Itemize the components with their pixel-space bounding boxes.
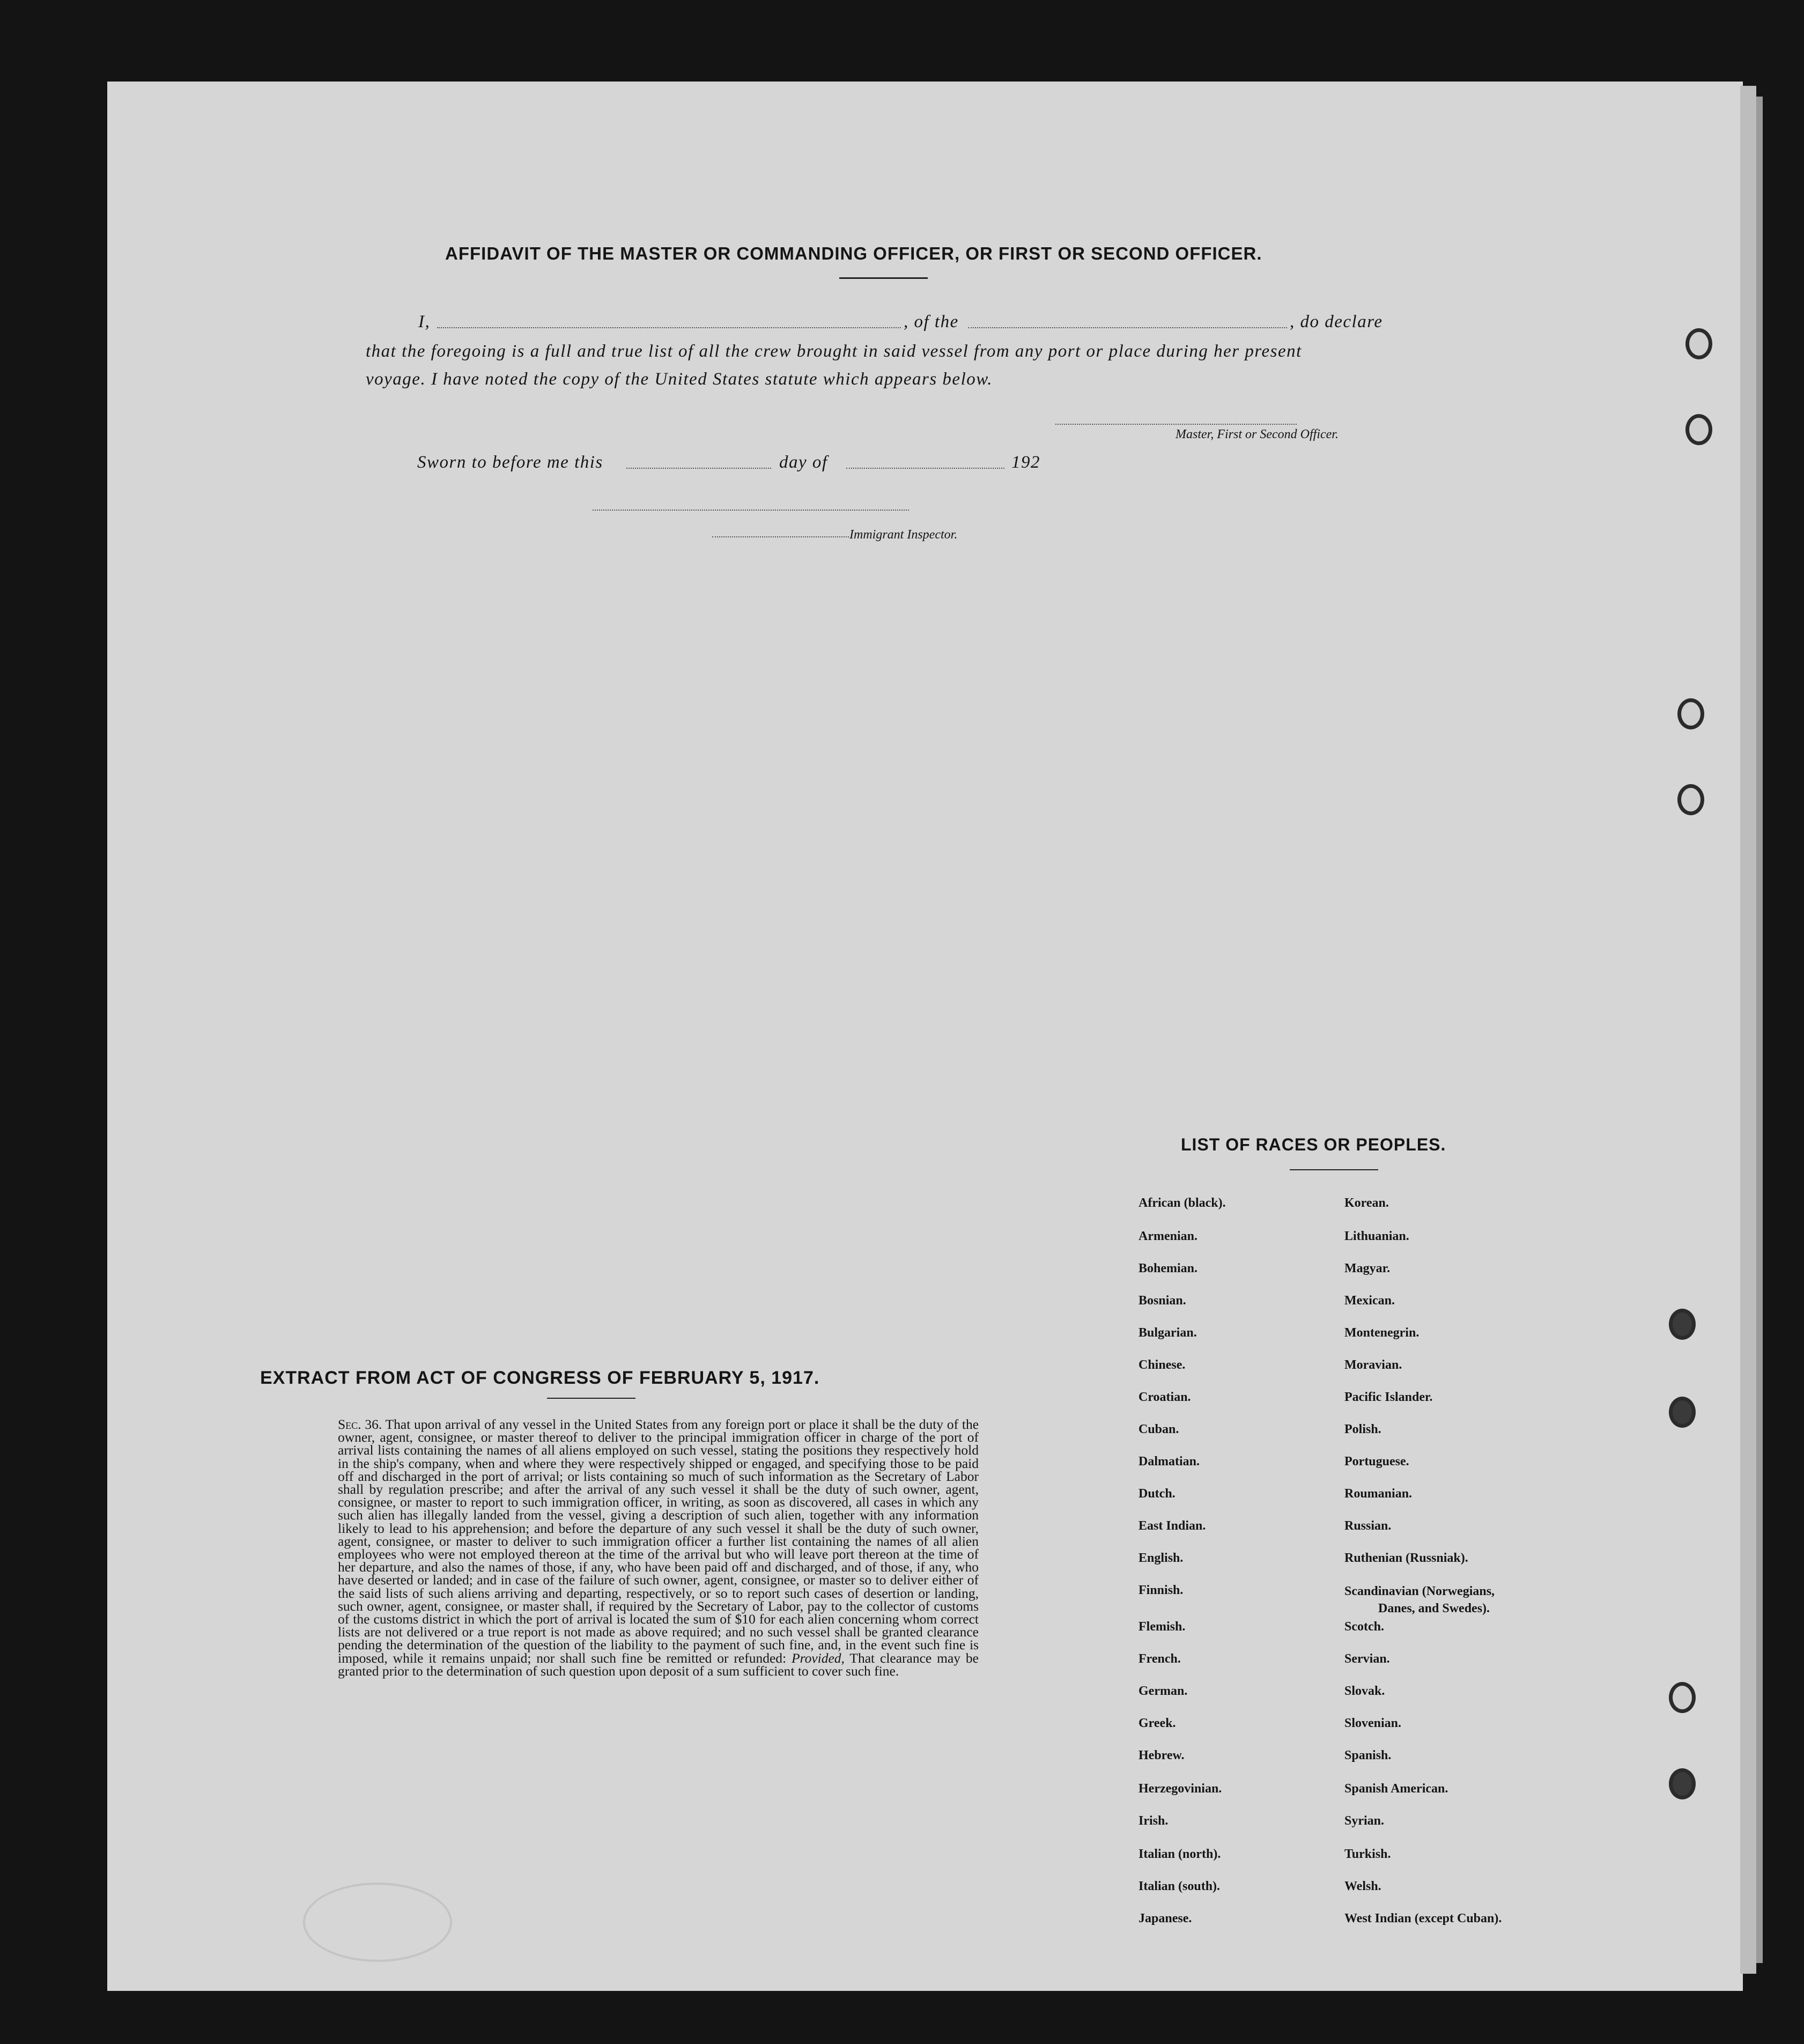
affidavit-title-rule (839, 277, 928, 279)
race-entry: Portuguese. (1344, 1455, 1409, 1469)
binder-hole (1677, 784, 1704, 815)
extract-text (338, 1418, 979, 1678)
race-entry: Irish. (1138, 1814, 1169, 1828)
race-entry: Montenegrin. (1344, 1326, 1419, 1340)
sworn-day-line[interactable] (626, 468, 771, 469)
races-title-rule (1290, 1169, 1378, 1170)
binder-hole (1677, 698, 1704, 729)
race-entry: Chinese. (1138, 1358, 1186, 1372)
race-entry: Italian (south). (1138, 1879, 1221, 1893)
race-entry: English. (1138, 1551, 1184, 1565)
affidavit-title: AFFIDAVIT OF THE MASTER OR COMMANDING OFFICER, OR FIRST OR SECOND OFFICER. (445, 243, 1262, 263)
vessel-name-line[interactable] (968, 327, 1287, 328)
race-entry: Servian. (1344, 1652, 1390, 1666)
race-entry: German. (1138, 1684, 1188, 1698)
affidavit-statute-line: voyage. I have noted the copy of the United States statute which appears below. (366, 370, 993, 389)
race-entry: Cuban. (1138, 1422, 1179, 1436)
race-entry: Slovak. (1344, 1684, 1385, 1698)
race-entry: Bosnian. (1138, 1294, 1186, 1308)
master-signature-label: Master, First or Second Officer. (1175, 427, 1339, 441)
section-body-end: That clearance may be granted prior to the determination of such question upon deposit of a sum sufficient to cover such fine. (338, 1650, 979, 1679)
binder-hole (1685, 414, 1712, 445)
binder-hole (1669, 1397, 1696, 1428)
race-entry: Croatian. (1138, 1390, 1191, 1404)
binder-hole (1685, 328, 1712, 359)
page-edge (1740, 86, 1756, 1974)
race-entry: Slovenian. (1344, 1716, 1402, 1730)
race-entry: Herzegovinian. (1138, 1782, 1222, 1796)
race-entry: Korean. (1344, 1196, 1389, 1210)
affidavit-statement-line: that the foregoing is a full and true list of all the crew brought in said vessel from any port or place during her present (366, 342, 1302, 361)
race-entry: Roumanian. (1344, 1487, 1413, 1501)
section-body: That upon arrival of any vessel in the United States from any foreign port or place it shall be the duty of the owner, agent, consignee, or master thereof to deliver to the principal immigration officer in charge of the port of arrival lists containing the names of all aliens employed on such vessel, stating the positions they respectively hold in the ship's company, when and where they were respectively shipped or engaged, and specifying those to be paid off and discharged in the port of arrival; or lists containing so much of such information as the Secretary of Labor shall by regulation prescribe; and after the arrival of any such vessel it shall be the duty of such owner, agent, consignee, or master to report to such immigration officer, in writing, as soon as discovered, all cases in which any such alien has illegally landed from the vessel, giving a description of such alien, together with any information likely to lead to his apprehension; and before the departure of any such vessel it shall be the duty of such owner, agent, consignee, or master to deliver to such immigration officer a further list containing the names of all alien employees who were not employed thereon at the time of the arrival but who will leave port thereon at the time of her departure, and also the names of those, if any, who have been paid off and discharged, and of those, if any, who have deserted or landed; and in case of the failure of such owner, agent, consignee, or master so to deliver either of the said lists of such aliens arriving and departing, respectively, or so to report such cases of desertion or landing, such owner, agent, consignee, or master shall, if required by the Secretary of Labor, pay to the collector of customs of the customs district in which the port of arrival is located the sum of $10 for each alien concerning whom correct lists are not delivered or a true report is not made as above required; and no such vessel shall be granted clearance pending the determination of the question of the liability to the payment of such fine, and, in the event such fine is imposed, while it remains unpaid; nor shall such fine be remitted or refunded: (338, 1416, 979, 1666)
provided-word: Provided, (792, 1650, 845, 1666)
race-entry: Danes, and Swedes). (1378, 1602, 1490, 1615)
race-entry: Ruthenian (Russniak). (1344, 1551, 1468, 1565)
race-entry: East Indian. (1138, 1519, 1206, 1533)
inspector-signature-line[interactable] (712, 536, 849, 537)
race-entry: West Indian (except Cuban). (1344, 1912, 1502, 1925)
affidavit-i-label: I, (418, 312, 431, 331)
manifest-page (107, 82, 1743, 1991)
races-title: LIST OF RACES OR PEOPLES. (1181, 1135, 1446, 1154)
race-entry: Syrian. (1344, 1814, 1385, 1828)
sworn-month-line[interactable] (846, 468, 1004, 469)
race-entry: Turkish. (1344, 1847, 1391, 1861)
race-entry: Pacific Islander. (1344, 1390, 1433, 1404)
race-entry: French. (1138, 1652, 1181, 1666)
inspector-label: Immigrant Inspector. (849, 528, 958, 542)
master-signature-line[interactable] (1055, 424, 1297, 425)
page-edge-shadow (1756, 97, 1763, 1963)
race-entry: African (black). (1138, 1196, 1226, 1210)
race-entry: Mexican. (1344, 1294, 1395, 1308)
binder-hole (1669, 1768, 1696, 1799)
race-entry: Japanese. (1138, 1912, 1192, 1925)
day-of-label: day of (779, 453, 828, 472)
race-entry: Armenian. (1138, 1229, 1197, 1243)
section-number: Sec. 36. (338, 1416, 382, 1432)
sworn-year: 192 (1011, 453, 1040, 472)
race-entry: Dutch. (1138, 1487, 1175, 1501)
race-entry: Bohemian. (1138, 1261, 1198, 1275)
race-entry: Italian (north). (1138, 1847, 1221, 1861)
race-entry: Hebrew. (1138, 1748, 1185, 1762)
race-entry: Spanish. (1344, 1748, 1392, 1762)
master-name-line[interactable] (437, 327, 901, 328)
race-entry: Bulgarian. (1138, 1326, 1197, 1340)
race-entry: Scotch. (1344, 1620, 1384, 1634)
extract-title: EXTRACT FROM ACT OF CONGRESS OF FEBRUARY 5, 1917. (260, 1368, 820, 1388)
faint-stamp (303, 1883, 452, 1962)
binder-hole (1669, 1309, 1696, 1340)
race-entry: Finnish. (1138, 1583, 1184, 1597)
race-entry: Polish. (1344, 1422, 1381, 1436)
race-entry: Scandinavian (Norwegians, (1344, 1584, 1495, 1598)
inspector-upper-line[interactable] (593, 510, 909, 511)
race-entry: Moravian. (1344, 1358, 1402, 1372)
race-entry: Spanish American. (1344, 1782, 1448, 1796)
race-entry: Greek. (1138, 1716, 1176, 1730)
sworn-label: Sworn to before me this (417, 453, 603, 472)
race-entry: Flemish. (1138, 1620, 1186, 1634)
race-entry: Magyar. (1344, 1261, 1391, 1275)
race-entry: Welsh. (1344, 1879, 1381, 1893)
race-entry: Lithuanian. (1344, 1229, 1409, 1243)
binder-hole (1669, 1682, 1696, 1713)
extract-title-rule (547, 1398, 635, 1399)
affidavit-declare-label: , do declare (1290, 312, 1383, 331)
race-entry: Russian. (1344, 1519, 1392, 1533)
race-entry: Dalmatian. (1138, 1455, 1200, 1469)
affidavit-of-the-label: , of the (904, 312, 959, 331)
